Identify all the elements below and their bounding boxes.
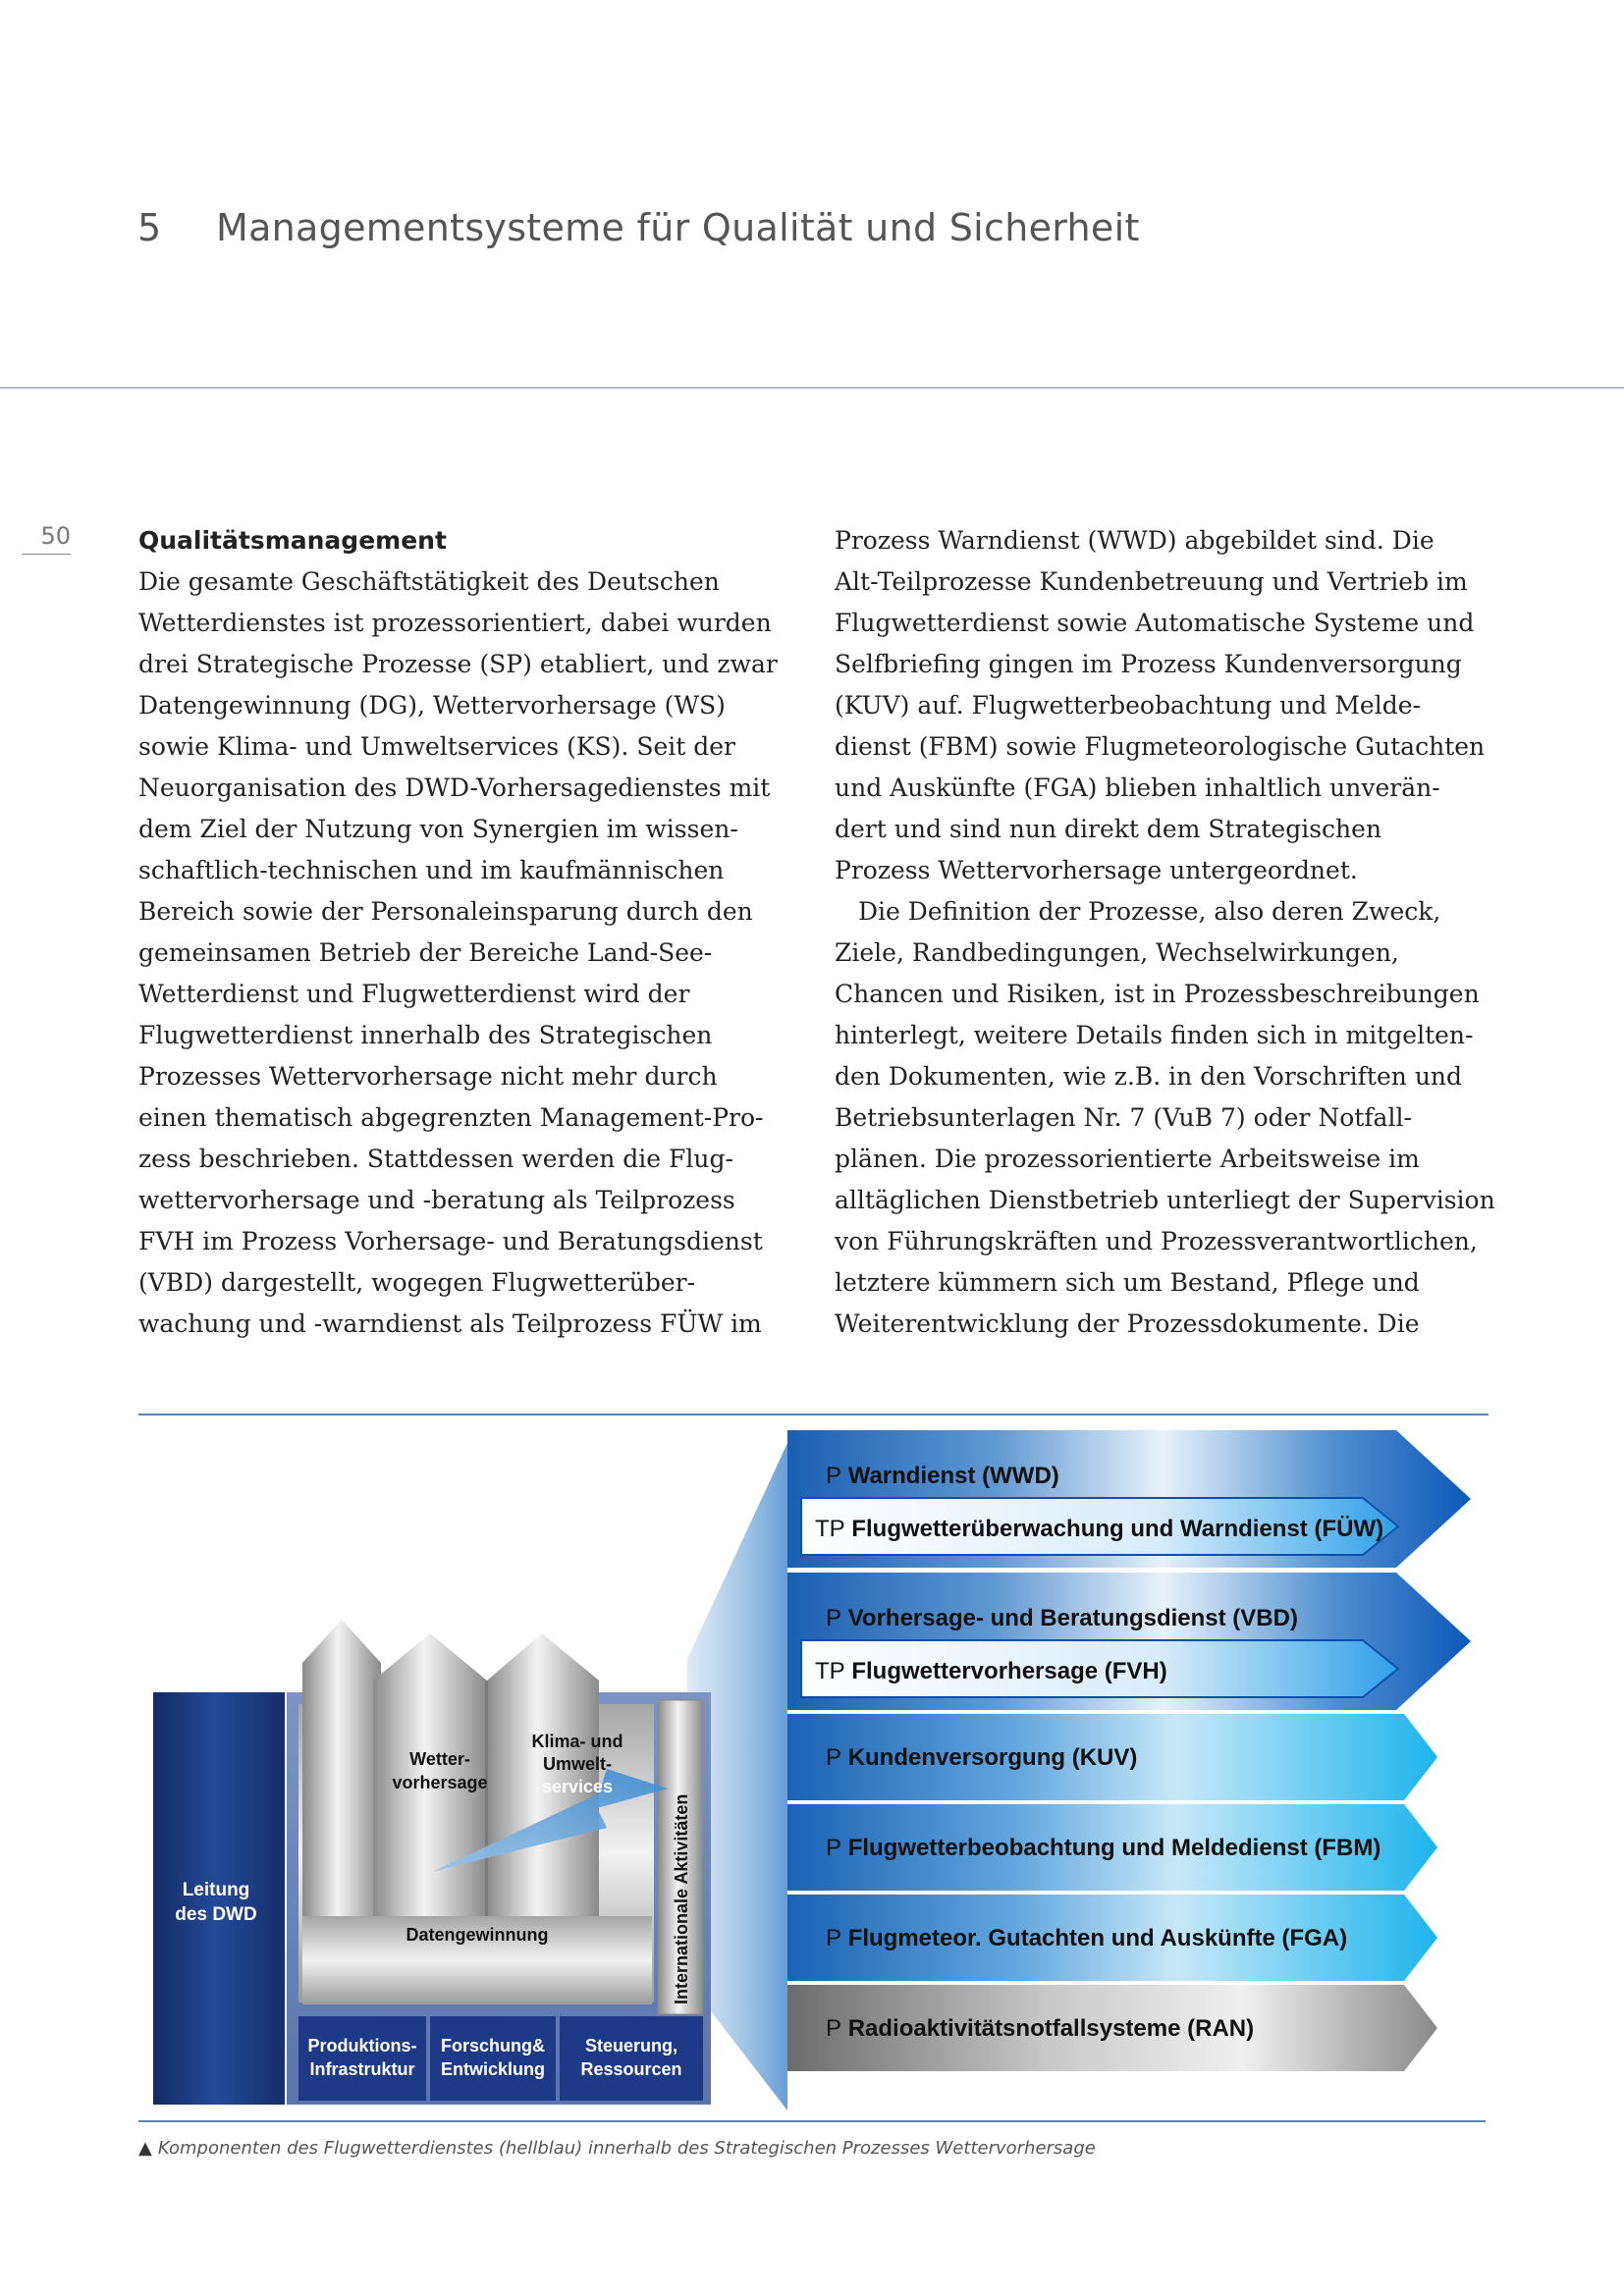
text-line: hinterlegt, weitere Details finden sich in mitgelten- — [835, 1021, 1474, 1049]
bottom-label-produktion-2: Infrastruktur — [309, 2059, 415, 2079]
text-line: wachung und -warndienst als Teilprozess FÜW im — [138, 1309, 762, 1338]
text-line: und Auskünfte (FGA) blieben inhaltlich unverän- — [835, 774, 1440, 802]
leitung-label-1: Leitung — [182, 1880, 250, 1900]
klima-label-3: services — [541, 1777, 614, 1796]
text-line: drei Strategische Prozesse (SP) etabliert, und zwar — [138, 650, 778, 678]
text-line: FVH im Prozess Vorhersage- und Beratungsdienst — [138, 1227, 763, 1255]
text-line: Ziele, Randbedingungen, Wechselwirkungen, — [835, 938, 1399, 967]
text-line: dienst (FBM) sowie Flugmeteorologische Gutachten — [835, 732, 1486, 761]
text-line: Prozess Wettervorhersage untergeordnet. — [835, 856, 1358, 884]
text-line: dert und sind nun direkt dem Strategischen — [835, 815, 1382, 843]
text-line: (VBD) dargestellt, wogegen Flugwetterüber- — [138, 1268, 696, 1297]
tower-divider — [485, 1681, 488, 1946]
text-line: dem Ziel der Nutzung von Synergien im wissen- — [138, 815, 738, 843]
process-figure — [137, 1415, 1492, 2122]
text-line: schaftlich-technischen und im kaufmännischen — [138, 856, 725, 884]
bottom-block-forschung — [430, 2016, 556, 2101]
text-line: letztere kümmern sich um Bestand, Pflege und — [835, 1268, 1420, 1297]
process-fuew-label: TP Flugwetterüberwachung und Warndienst (FÜW) — [815, 1516, 1384, 1542]
bottom-label-steuerung-2: Ressourcen — [580, 2059, 682, 2079]
text-line: den Dokumenten, wie z.B. in den Vorschriften und — [835, 1062, 1463, 1091]
process-fga-label: P Flugmeteor. Gutachten und Auskünfte (FGA) — [826, 1925, 1348, 1951]
text-line: von Führungskräften und Prozessverantwortlichen, — [835, 1227, 1478, 1255]
text-line: Wetterdienstes ist prozessorientiert, dabei wurden — [138, 609, 772, 637]
text-line: Chancen und Risiken, ist in Prozessbeschreibungen — [835, 980, 1480, 1008]
process-fbm-label: P Flugwetterbeobachtung und Meldedienst (FBM) — [826, 1835, 1381, 1861]
text-line: wettervorhersage und -beratung als Teilprozess — [138, 1186, 735, 1214]
chapter-heading — [137, 206, 1140, 249]
text-line: Prozesses Wettervorhersage nicht mehr durch — [138, 1062, 718, 1091]
caption-marker: ▲ — [138, 2138, 152, 2159]
text-line: Flugwetterdienst innerhalb des Strategischen — [138, 1021, 713, 1049]
datengewinnung-label: Datengewinnung — [406, 1925, 549, 1945]
chapter-title: Managementsysteme für Qualität und Sicherheit — [216, 206, 1140, 249]
international-label: Internationale Aktivitäten — [672, 1793, 691, 2004]
right-column — [835, 520, 1502, 1345]
text-line: Flugwetterdienst sowie Automatische Systeme und — [835, 609, 1475, 637]
process-vbd-label: P Vorhersage- und Beratungsdienst (VBD) — [826, 1605, 1298, 1631]
bottom-block-produktion — [298, 2016, 426, 2101]
text-line: Die gesamte Geschäftstätigkeit des Deutschen — [138, 567, 720, 596]
figure-caption — [138, 2138, 1096, 2159]
left-column — [138, 520, 806, 1345]
text-line: Bereich sowie der Personaleinsparung durch den — [138, 897, 753, 926]
bottom-label-produktion-1: Produktions- — [307, 2036, 417, 2056]
klima-label-2: Umwelt- — [542, 1754, 613, 1774]
process-wwd-label: P Warndienst (WWD) — [826, 1463, 1059, 1489]
bottom-label-forschung-1: Forschung& — [441, 2036, 545, 2056]
leitung-label-2: des DWD — [175, 1904, 257, 1925]
klima-label-1: Klima- und — [531, 1732, 623, 1751]
wettervorhersage-label-2: vorhersage — [392, 1773, 488, 1792]
text-line: Neuorganisation des DWD-Vorhersagedienstes mit — [138, 774, 771, 802]
text-line: Betriebsunterlagen Nr. 7 (VuB 7) oder Notfall- — [835, 1103, 1412, 1132]
text-line: Prozess Warndienst (WWD) abgebildet sind. Die — [835, 526, 1435, 555]
text-line: zess beschrieben. Stattdessen werden die Flug- — [138, 1145, 733, 1173]
text-line: plänen. Die prozessorientierte Arbeitsweise im — [835, 1145, 1420, 1173]
text-line: Weiterentwicklung der Prozessdokumente. Die — [835, 1309, 1420, 1338]
text-line: alltäglichen Dienstbetrieb unterliegt der Supervision — [835, 1186, 1495, 1214]
caption-text: Komponenten des Flugwetterdienstes (hellblau) innerhalb des Strategischen Prozesses Wettervorhersage — [157, 2138, 1096, 2159]
bottom-label-steuerung-1: Steuerung, — [584, 2036, 678, 2056]
text-line: gemeinsamen Betrieb der Bereiche Land-See- — [138, 938, 713, 967]
bottom-block-steuerung — [560, 2016, 703, 2101]
figure-bottom-rule — [138, 2120, 1486, 2122]
text-line: Die Definition der Prozesse, also deren Zweck, — [858, 897, 1441, 926]
text-line: Selfbriefing gingen im Prozess Kundenversorgung — [835, 650, 1462, 678]
page-number: 50 — [22, 522, 71, 555]
process-fvh-label: TP Flugwettervorhersage (FVH) — [815, 1658, 1167, 1684]
bottom-label-forschung-2: Entwicklung — [440, 2059, 546, 2079]
text-line: Alt-Teilprozesse Kundenbetreuung und Vertrieb im — [835, 567, 1468, 596]
header-rule — [0, 387, 1624, 389]
process-kuv-label: P Kundenversorgung (KUV) — [826, 1744, 1138, 1771]
section-heading: Qualitätsmanagement — [138, 526, 447, 555]
leitung-tip — [279, 1692, 285, 2105]
text-line: (KUV) auf. Flugwetterbeobachtung und Melde- — [835, 691, 1421, 720]
process-ran-label: P Radioaktivitätsnotfallsysteme (RAN) — [826, 2015, 1255, 2042]
text-line: Datengewinnung (DG), Wettervorhersage (WS) — [138, 691, 726, 720]
text-line: sowie Klima- und Umweltservices (KS). Seit der — [138, 732, 735, 761]
text-line: Wetterdienst und Flugwetterdienst wird der — [138, 980, 690, 1008]
wettervorhersage-label-1: Wetter- — [409, 1749, 470, 1769]
chapter-number: 5 — [137, 206, 162, 249]
text-line: einen thematisch abgegrenzten Management-Pro- — [138, 1103, 764, 1132]
